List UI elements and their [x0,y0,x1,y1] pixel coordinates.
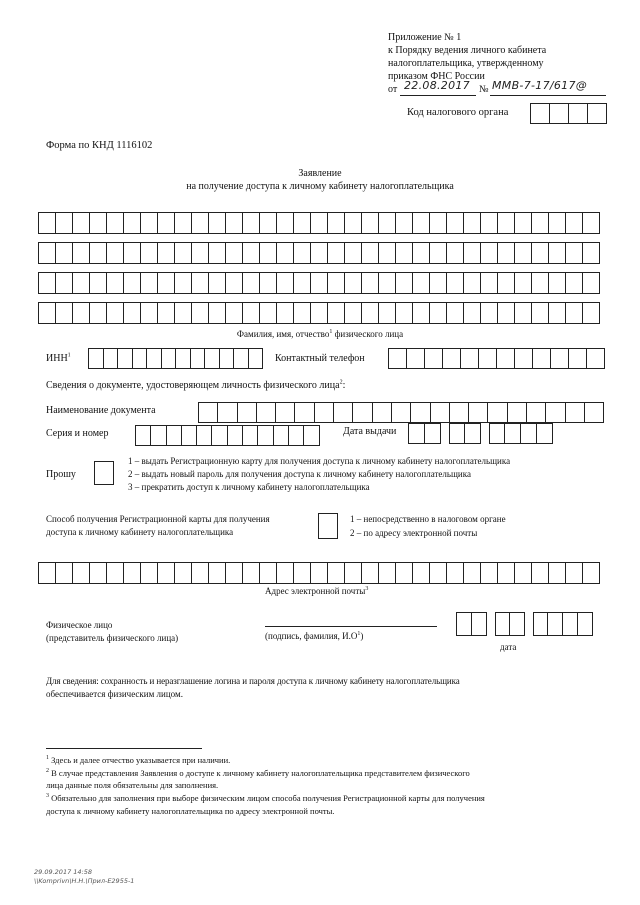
input-cell[interactable] [515,242,532,264]
input-cell[interactable] [464,272,481,294]
input-cell[interactable] [549,562,566,584]
input-cell[interactable] [295,402,314,423]
input-cell[interactable] [464,562,481,584]
input-cell[interactable] [304,425,319,446]
input-cell[interactable] [515,348,533,369]
input-cell[interactable] [226,302,243,324]
input-cell[interactable] [124,562,141,584]
method-choice-box[interactable] [318,513,338,539]
input-cell[interactable] [209,302,226,324]
input-cell[interactable] [294,272,311,294]
input-cell[interactable] [362,212,379,234]
input-cell[interactable] [90,302,107,324]
input-cell[interactable] [566,302,583,324]
input-cell[interactable] [56,212,73,234]
input-cell[interactable] [124,302,141,324]
input-cell[interactable] [311,242,328,264]
input-cell[interactable] [566,402,585,423]
request-option-1: 1 – выдать Регистрационную карту для получения доступа к личному кабинету налогоплательщика [128,456,511,466]
inn-label: ИНН$^1$ [46,352,71,364]
input-cell[interactable] [549,242,566,264]
input-cell[interactable] [413,272,430,294]
input-cell[interactable] [566,242,583,264]
input-cell[interactable] [197,425,212,446]
input-cell[interactable] [107,562,124,584]
appendix-line-1: к Порядку ведения личного кабинета [388,45,547,56]
input-cell[interactable] [311,272,328,294]
input-cell[interactable] [243,562,260,584]
series-number-label: Серия и номер [46,428,109,439]
inn-cells[interactable] [88,348,263,369]
input-cell[interactable] [587,348,605,369]
input-cell[interactable] [311,212,328,234]
input-cell[interactable] [243,242,260,264]
input-cell[interactable] [328,212,345,234]
input-cell[interactable] [488,402,507,423]
input-cell[interactable] [176,348,191,369]
input-cell[interactable] [73,302,90,324]
input-cell[interactable] [289,425,304,446]
series-number-cells[interactable] [135,425,320,446]
input-cell[interactable] [479,348,497,369]
appendix-line-3: приказом ФНС России [388,71,485,82]
input-cell[interactable] [158,242,175,264]
input-cell[interactable] [141,272,158,294]
input-cell[interactable] [175,302,192,324]
input-cell[interactable] [104,348,119,369]
input-cell[interactable] [585,402,604,423]
fio-cells-row-1[interactable] [38,212,600,234]
footnote-1: $^1$ Здесь и далее отчество указывается при наличии. [46,755,231,765]
footnote-3-line-1: $^3$ Обязательно для заполнения при выборе физическим лицом способа получения Регистрационной карты для получения [46,793,485,803]
email-cells[interactable] [38,562,600,584]
input-cell[interactable] [192,272,209,294]
input-cell[interactable] [294,242,311,264]
footnote-divider [46,748,202,749]
footnote-2-line-1: $^2$ В случае представления Заявления о доступе к личному кабинету налогоплательщика представителем физического [46,768,470,778]
issue-date-cells[interactable] [408,423,553,444]
input-cell[interactable] [124,212,141,234]
input-cell[interactable] [277,562,294,584]
request-label: Прошу [46,469,76,480]
input-cell[interactable] [191,348,206,369]
input-cell[interactable] [431,402,450,423]
input-cell[interactable] [515,302,532,324]
input-cell[interactable] [234,348,249,369]
input-cell[interactable] [461,348,479,369]
input-cell[interactable] [73,242,90,264]
input-cell[interactable] [396,212,413,234]
input-cell[interactable] [158,272,175,294]
input-cell[interactable] [498,272,515,294]
input-cell[interactable] [481,562,498,584]
input-cell[interactable] [334,402,353,423]
input-cell[interactable] [392,402,411,423]
input-cell[interactable] [379,302,396,324]
input-cell[interactable] [243,212,260,234]
input-cell[interactable] [379,212,396,234]
input-cell[interactable] [583,272,600,294]
input-cell[interactable] [243,302,260,324]
form-code: Форма по КНД 1116102 [46,140,153,151]
input-cell[interactable] [353,402,372,423]
input-cell[interactable] [407,348,425,369]
input-cell[interactable] [158,212,175,234]
input-cell[interactable] [447,242,464,264]
input-cell[interactable] [90,212,107,234]
signer-label-line-1: Физическое лицо [46,620,113,630]
input-cell[interactable] [328,562,345,584]
input-cell[interactable] [260,562,277,584]
input-cell[interactable] [508,402,527,423]
input-cell[interactable] [141,562,158,584]
input-cell[interactable] [277,272,294,294]
input-cell[interactable] [566,272,583,294]
input-cell[interactable] [257,402,276,423]
input-cell[interactable] [276,402,295,423]
input-cell[interactable] [260,242,277,264]
input-cell[interactable] [430,242,447,264]
input-cell[interactable] [413,302,430,324]
input-cell[interactable] [430,212,447,234]
input-cell[interactable] [228,425,243,446]
input-cell[interactable] [549,302,566,324]
input-cell[interactable] [379,242,396,264]
input-cell[interactable] [379,272,396,294]
input-cell[interactable] [532,212,549,234]
input-cell[interactable] [430,272,447,294]
input-cell[interactable] [425,348,443,369]
signer-label-line-2: (представитель физического лица) [46,633,179,643]
input-cell[interactable] [413,562,430,584]
input-cell[interactable] [277,212,294,234]
input-cell[interactable] [277,302,294,324]
input-cell[interactable] [450,402,469,423]
input-cell[interactable] [141,302,158,324]
input-cell[interactable] [413,212,430,234]
file-stamp-path: \\Komprivn\Н.Н.\Прил-Е2955-1 [34,877,135,885]
email-label: Адрес электронной почты$^3$ [265,586,369,596]
tax-office-code-cells[interactable] [530,103,607,124]
input-cell[interactable] [39,242,56,264]
input-cell[interactable] [220,348,235,369]
input-cell[interactable] [39,212,56,234]
input-cell[interactable] [136,425,151,446]
input-cell[interactable] [56,302,73,324]
input-cell[interactable] [39,272,56,294]
input-cell[interactable] [89,348,104,369]
input-cell[interactable] [532,562,549,584]
appendix-number-handwritten: ММВ-7-17/617@ [492,79,588,92]
input-cell[interactable] [175,562,192,584]
input-cell[interactable] [345,212,362,234]
input-cell[interactable] [39,562,56,584]
method-label-line-1: Способ получения Регистрационной карты для получения [46,514,270,524]
number-underline [490,95,606,96]
input-cell[interactable] [583,242,600,264]
info-line-1: Для сведения: сохранность и неразглашение логина и пароля доступа к личному кабинету налогоплательщика [46,676,460,686]
input-cell[interactable] [209,212,226,234]
date-underline [400,95,476,96]
input-cell[interactable] [158,302,175,324]
input-cell[interactable] [192,302,209,324]
input-cell[interactable] [124,272,141,294]
input-cell[interactable] [447,212,464,234]
file-stamp-timestamp: 29.09.2017 14:58 [34,868,93,876]
input-cell[interactable] [39,302,56,324]
input-cell[interactable] [175,242,192,264]
input-cell[interactable] [90,242,107,264]
input-cell[interactable] [498,212,515,234]
appendix-date-prefix: от [388,84,398,95]
input-cell[interactable] [498,562,515,584]
input-cell[interactable] [328,272,345,294]
input-cell[interactable] [373,402,392,423]
footnote-3-line-2: доступа к личному кабинету налогоплательщика по адресу электронной почты. [46,806,335,816]
input-cell[interactable] [515,212,532,234]
phone-cells[interactable] [388,348,605,369]
input-cell[interactable] [141,212,158,234]
input-cell[interactable] [192,562,209,584]
input-cell[interactable] [158,562,175,584]
footnote-2-line-2: лица данные поля обязательны для заполнения. [46,780,219,790]
input-cell[interactable] [182,425,197,446]
input-cell[interactable] [315,402,334,423]
input-cell[interactable] [345,302,362,324]
input-cell[interactable] [56,272,73,294]
input-cell[interactable] [277,242,294,264]
issue-date-label: Дата выдачи [343,426,397,437]
input-cell[interactable] [294,212,311,234]
input-cell[interactable] [481,272,498,294]
input-cell[interactable] [443,348,461,369]
sign-date-cells[interactable] [456,612,593,636]
input-cell[interactable] [583,212,600,234]
input-cell[interactable] [294,562,311,584]
fio-label: Фамилия, имя, отчество$^1$ физического лица [236,329,404,339]
input-cell[interactable] [533,348,551,369]
input-cell[interactable] [515,272,532,294]
input-cell[interactable] [90,562,107,584]
input-cell[interactable] [532,272,549,294]
input-cell[interactable] [566,212,583,234]
method-label-line-2: доступа к личному кабинету налогоплательщика [46,527,234,537]
input-cell[interactable] [396,242,413,264]
input-cell[interactable] [430,302,447,324]
input-cell[interactable] [362,562,379,584]
input-cell[interactable] [107,302,124,324]
input-cell[interactable] [515,562,532,584]
input-cell[interactable] [328,242,345,264]
appendix-title: Приложение № 1 [388,32,462,43]
sign-date-caption: дата [500,642,517,652]
input-cell[interactable] [151,425,166,446]
input-cell[interactable] [238,402,257,423]
input-cell[interactable] [107,272,124,294]
input-cell[interactable] [192,212,209,234]
input-cell[interactable] [107,212,124,234]
input-cell[interactable] [226,562,243,584]
phone-label: Контактный телефон [275,353,365,364]
input-cell[interactable] [546,402,565,423]
input-cell[interactable] [56,242,73,264]
input-cell[interactable] [430,562,447,584]
input-cell[interactable] [141,242,158,264]
request-option-2: 2 – выдать новый пароль для получения доступа к личному кабинету налогоплательщика [128,469,471,479]
input-cell[interactable] [73,562,90,584]
input-cell[interactable] [481,302,498,324]
input-cell[interactable] [199,402,218,423]
signature-caption: (подпись, фамилия, $И.О^1$) [265,631,364,641]
input-cell[interactable] [497,348,515,369]
input-cell[interactable] [362,272,379,294]
appendix-number-prefix: № [479,84,489,95]
input-cell[interactable] [73,212,90,234]
input-cell[interactable] [205,348,220,369]
input-cell[interactable] [175,272,192,294]
input-cell[interactable] [243,425,258,446]
input-cell[interactable] [226,212,243,234]
input-cell[interactable] [362,302,379,324]
appendix-date-handwritten: 22.08.2017 [404,79,470,92]
input-cell[interactable] [569,348,587,369]
input-cell[interactable] [481,212,498,234]
request-choice-box[interactable] [94,461,114,485]
input-cell[interactable] [274,425,289,446]
input-cell[interactable] [90,272,107,294]
input-cell[interactable] [258,425,273,446]
input-cell[interactable] [447,302,464,324]
input-cell[interactable] [209,272,226,294]
doc-section-label: Сведения о документе, удостоверяющем личность физического лица$^2$: [46,379,346,391]
input-cell[interactable] [481,242,498,264]
input-cell[interactable] [532,302,549,324]
input-cell[interactable] [226,272,243,294]
signature-line[interactable] [265,626,437,627]
method-option-1: 1 – непосредственно в налоговом органе [350,514,506,524]
input-cell[interactable] [551,348,569,369]
input-cell[interactable] [498,242,515,264]
input-cell[interactable] [447,272,464,294]
input-cell[interactable] [311,562,328,584]
input-cell[interactable] [260,272,277,294]
input-cell[interactable] [118,348,133,369]
input-cell[interactable] [133,348,148,369]
input-cell[interactable] [328,302,345,324]
input-cell[interactable] [345,242,362,264]
fio-cells-row-4[interactable] [38,302,600,324]
input-cell[interactable] [379,562,396,584]
input-cell[interactable] [549,272,566,294]
doc-name-cells[interactable] [198,402,604,423]
input-cell[interactable] [218,402,237,423]
method-option-2: 2 – по адресу электронной почты [350,528,478,538]
input-cell[interactable] [447,562,464,584]
input-cell[interactable] [56,562,73,584]
input-cell[interactable] [260,212,277,234]
input-cell[interactable] [583,302,600,324]
input-cell[interactable] [411,402,430,423]
input-cell[interactable] [249,348,264,369]
input-cell[interactable] [583,562,600,584]
input-cell[interactable] [212,425,227,446]
input-cell[interactable] [147,348,162,369]
input-cell[interactable] [396,302,413,324]
form-title: Заявление [298,168,342,179]
input-cell[interactable] [243,272,260,294]
input-cell[interactable] [107,242,124,264]
tax-office-label: Код налогового органа [407,107,509,118]
input-cell[interactable] [345,562,362,584]
input-cell[interactable] [73,272,90,294]
input-cell[interactable] [396,272,413,294]
input-cell[interactable] [527,402,546,423]
input-cell[interactable] [175,212,192,234]
input-cell[interactable] [464,302,481,324]
input-cell[interactable] [362,242,379,264]
input-cell[interactable] [413,242,430,264]
info-line-2: обеспечивается физическим лицом. [46,689,183,699]
input-cell[interactable] [167,425,182,446]
input-cell[interactable] [464,242,481,264]
fio-cells-row-3[interactable] [38,272,600,294]
input-cell[interactable] [549,212,566,234]
form-subtitle: на получение доступа к личному кабинету налогоплательщика [186,181,454,192]
request-option-3: 3 – прекратить доступ к личному кабинету налогоплательщика [128,482,370,492]
input-cell[interactable] [124,242,141,264]
appendix-line-2: налогоплательщика, утвержденному [388,58,544,69]
input-cell[interactable] [162,348,177,369]
input-cell[interactable] [389,348,407,369]
input-cell[interactable] [566,562,583,584]
input-cell[interactable] [226,242,243,264]
doc-name-label: Наименование документа [46,405,156,416]
fio-cells-row-2[interactable] [38,242,600,264]
input-cell[interactable] [532,242,549,264]
input-cell[interactable] [469,402,488,423]
input-cell[interactable] [260,302,277,324]
input-cell[interactable] [498,302,515,324]
input-cell[interactable] [396,562,413,584]
input-cell[interactable] [192,242,209,264]
input-cell[interactable] [209,242,226,264]
input-cell[interactable] [209,562,226,584]
input-cell[interactable] [294,302,311,324]
input-cell[interactable] [464,212,481,234]
input-cell[interactable] [311,302,328,324]
input-cell[interactable] [345,272,362,294]
